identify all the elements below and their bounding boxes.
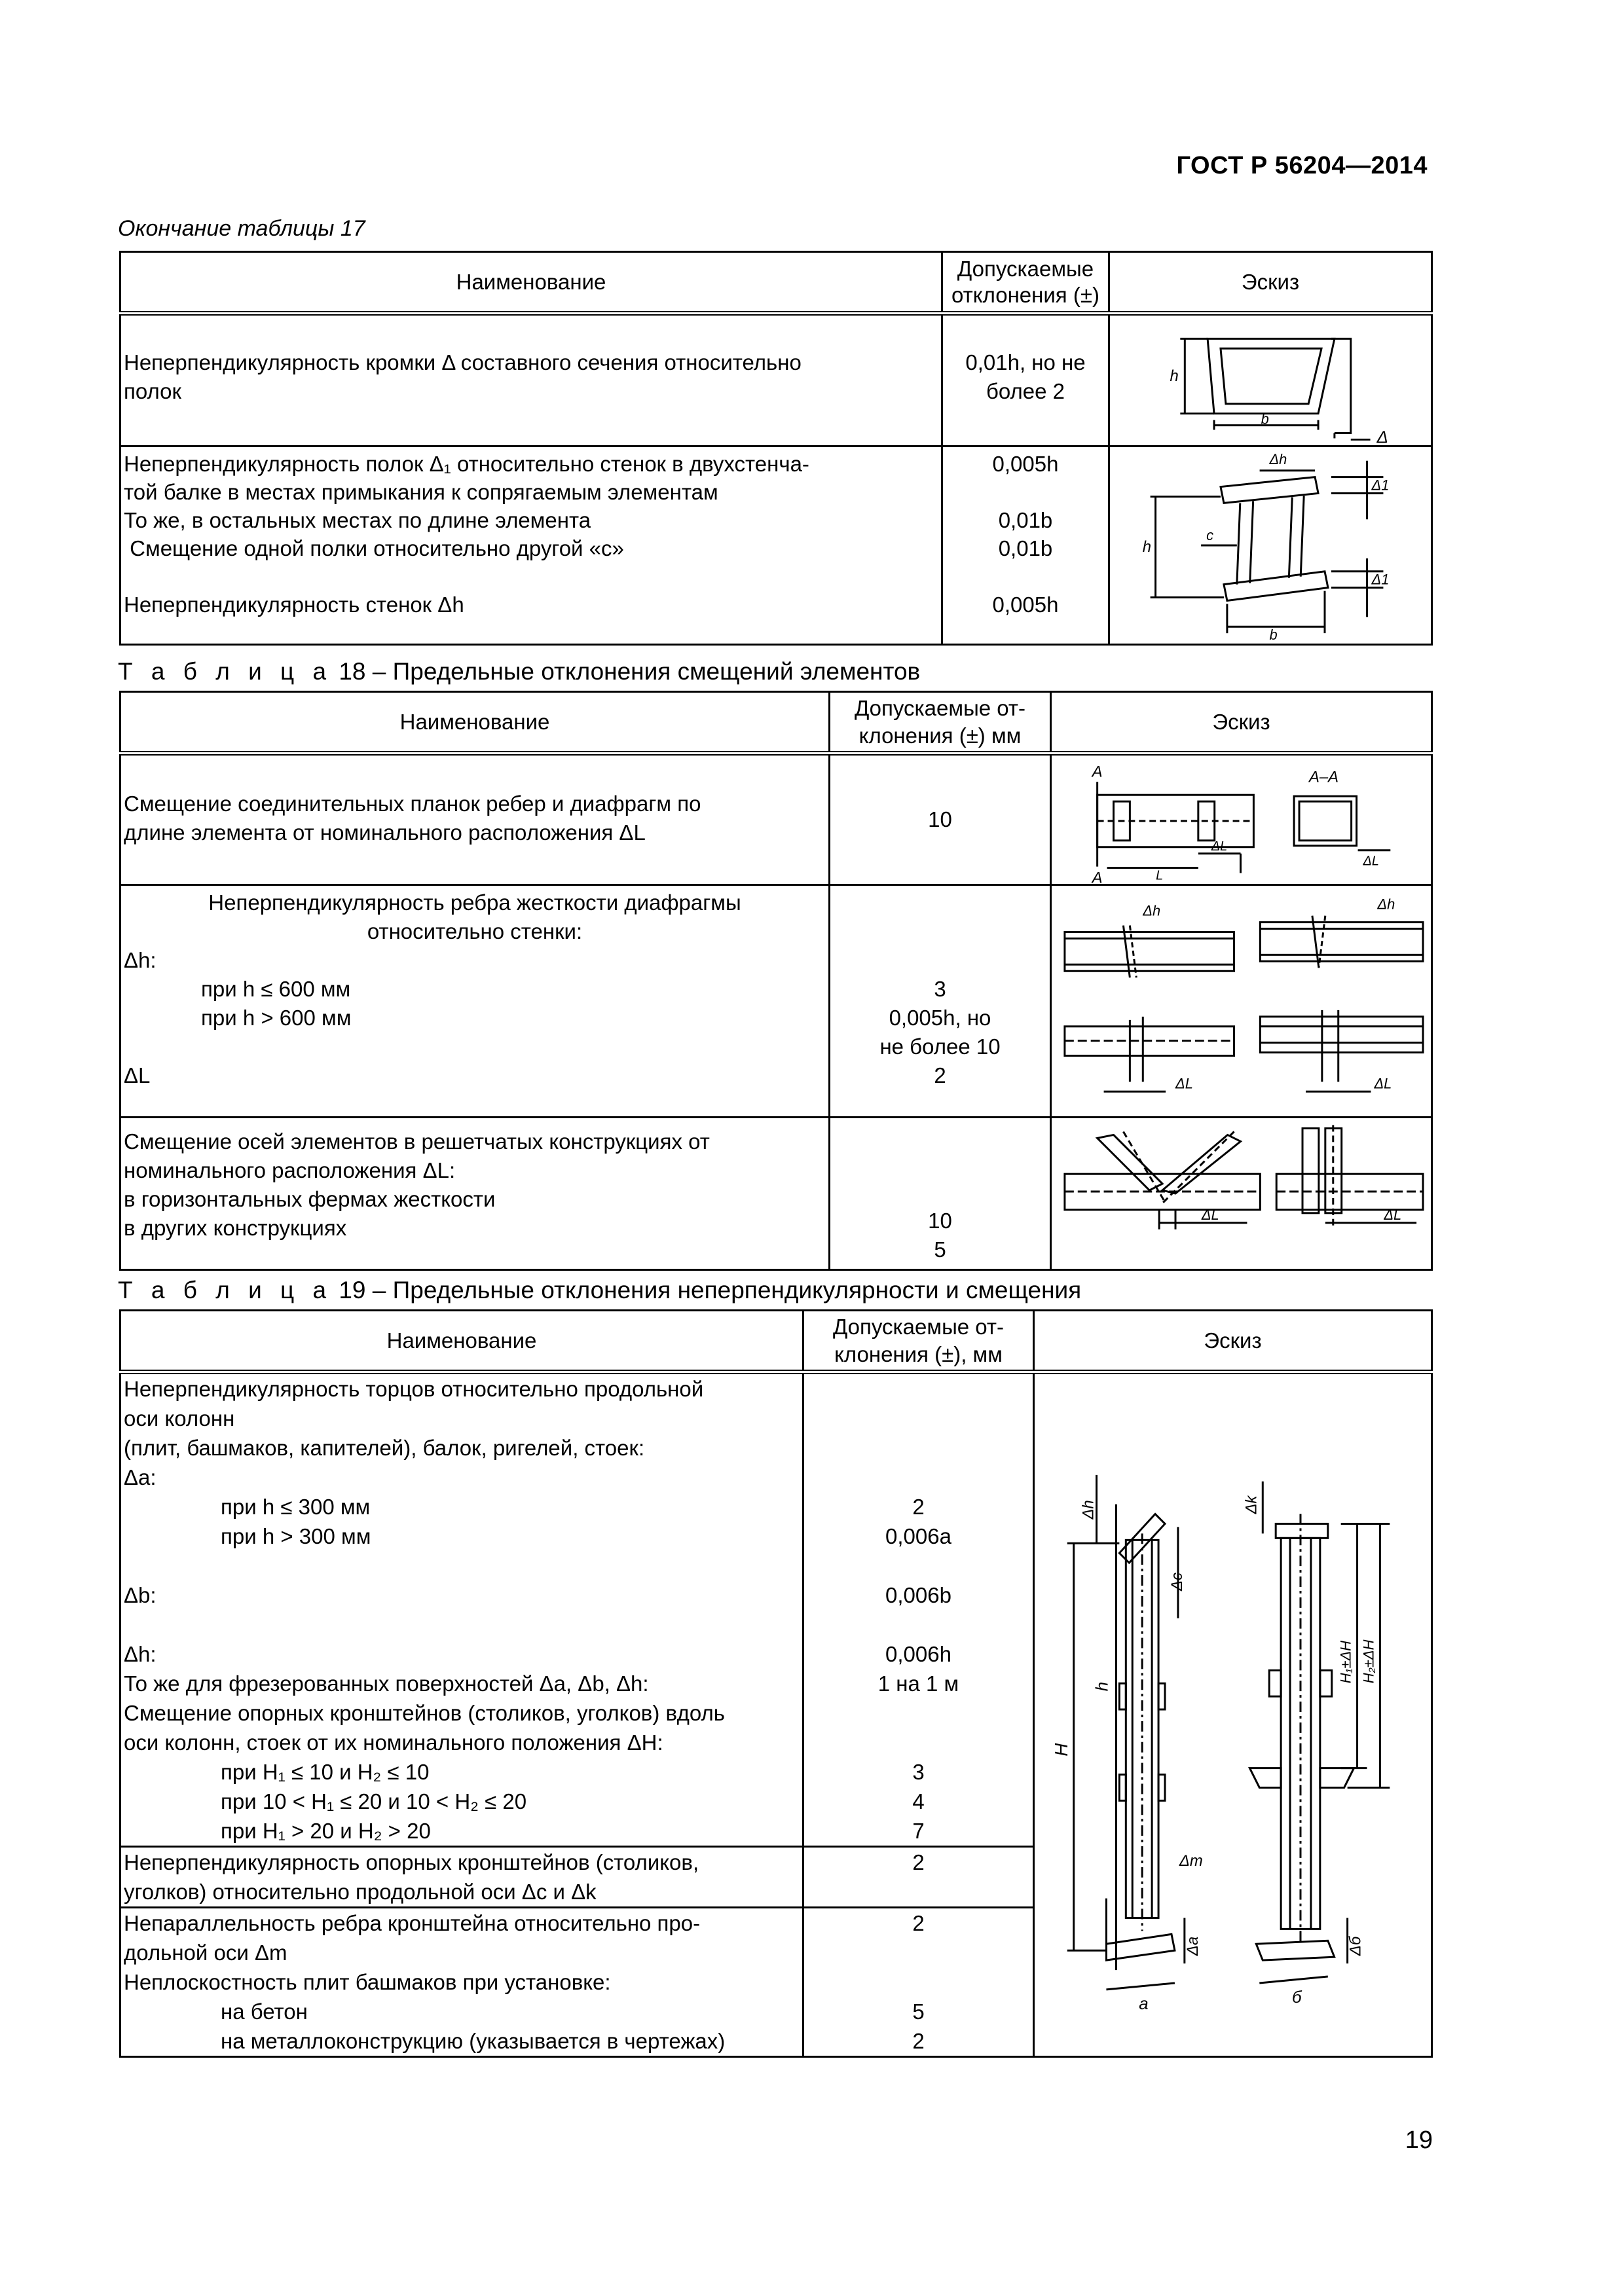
row-value-line [807, 1433, 1030, 1463]
row-name-line: при H₁ > 20 и H₂ > 20 [221, 1819, 431, 1843]
row-name-line: Δb: [124, 1583, 157, 1607]
table-title: 18 – Предельные отклонения смещений элементов [339, 658, 921, 685]
sketch-strip [1052, 756, 1431, 884]
row-name-line: оси колонн, стоек от их номинального положения ΔH: [124, 1730, 663, 1755]
row-name-line: Δh: [124, 948, 157, 972]
sketch-twin-web-beam [1109, 446, 1432, 645]
row-name-line: в других конструкциях [124, 1216, 347, 1240]
row-value-line: 0,005h [992, 452, 1059, 476]
col-header-name: Наименование [120, 692, 830, 754]
row-name-line: дольной оси Δm [124, 1941, 287, 1965]
table-18 [119, 691, 1433, 1271]
sketch-label: Δm [1179, 1851, 1203, 1870]
table-row [120, 446, 1432, 645]
row-value-line [807, 1938, 1030, 1967]
sketch-label: ΔL [1374, 1075, 1392, 1092]
row-value-line: 2 [912, 1850, 925, 1874]
row-name-line: Смещение опорных кронштейнов (столиков, уголков) вдоль [124, 1701, 725, 1725]
sketch-label: Δh [1143, 902, 1161, 919]
sketch-rib [1052, 886, 1431, 1116]
row-value-line: 2 [912, 1911, 925, 1935]
row-name-line: То же, в остальных местах по длине элемента [124, 508, 591, 532]
row-name-line: То же для фрезерованных поверхностей Δa, Δb, Δh: [124, 1671, 649, 1696]
table-label: Т а б л и ц а [118, 658, 333, 685]
sketch-columns [1035, 1382, 1431, 2049]
row-value-line [807, 1728, 1030, 1757]
sketch-label: L [1156, 868, 1164, 883]
col-header-name: Наименование [120, 1311, 803, 1372]
svg-text:b: b [1261, 410, 1269, 428]
sketch-label: ΔL [1211, 839, 1228, 854]
row-name-line: при h > 600 мм [201, 1006, 352, 1030]
col-header-deviation [830, 692, 1051, 754]
svg-text:h: h [1170, 367, 1179, 385]
row-value-line [946, 478, 1105, 506]
sketch-box-section-edge [1109, 314, 1432, 446]
row-value-line: 2 [934, 1063, 946, 1087]
table-row [120, 754, 1432, 885]
sketch-label: a [1139, 1994, 1149, 2013]
row-value-line: 0,006h [885, 1642, 951, 1666]
sketch-label: Δk [1242, 1495, 1261, 1514]
svg-text:c: c [1206, 527, 1214, 544]
col-header-deviation: Допускаемые отклонения (±) [942, 252, 1109, 314]
sketch-label: h [1093, 1681, 1112, 1691]
table-19 [119, 1309, 1433, 2058]
sketch-label: H₁±ΔH [1337, 1640, 1354, 1683]
svg-text:b: b [1269, 627, 1278, 644]
row-value-line [807, 1404, 1030, 1433]
row-value-line: 3 [912, 1760, 925, 1784]
row-value-line: 0,01b [998, 508, 1053, 532]
row-name-line: Смещение соединительных планок ребер и диафрагм по [124, 792, 701, 816]
sketch-column-offsets [1034, 1372, 1432, 2057]
row-name-line: при H₁ ≤ 10 и H₂ ≤ 10 [221, 1760, 430, 1784]
table-row [120, 314, 1432, 446]
sketch-label: H₂±ΔH [1360, 1639, 1377, 1683]
col-header-sketch: Эскиз [1051, 692, 1432, 754]
row-value-line [807, 1551, 1030, 1580]
table-17 [119, 251, 1433, 646]
row-name-line: длине элемента от номинального расположения ΔL [124, 820, 646, 845]
row-name-line: Неперпендикулярность ребра жесткости диафрагмы [208, 890, 741, 915]
row-name-line [124, 1032, 826, 1061]
sketch-lattice [1052, 1118, 1431, 1269]
table19-caption [118, 1277, 1081, 1304]
sketch-label: б [1292, 1988, 1302, 2007]
sketch-label: А [1092, 869, 1103, 884]
row-name-line [124, 562, 938, 591]
sketch-label: Δб [1346, 1936, 1365, 1956]
row-value-line: 10 [928, 1209, 952, 1233]
header-line: клонения (±), мм [834, 1341, 1003, 1366]
row-name-line: Смещение осей элементов в решетчатых конструкциях от [124, 1129, 710, 1154]
row-name-line: номинального расположения ΔL: [124, 1158, 456, 1182]
sketch-stiffener-rib [1051, 885, 1432, 1118]
row-value-line [946, 562, 1105, 591]
row-name-line: Неперпендикулярность полок Δ₁ относительно стенок в двухстенча- [124, 452, 809, 476]
header-line: клонения (±) мм [858, 723, 1022, 748]
row-value-line: 0,005h, но [889, 1006, 991, 1030]
table-row [120, 885, 1432, 1118]
row-name-line: Неперпендикулярность торцов относительно продольной [124, 1377, 704, 1401]
sketch-label: ΔL [1384, 1206, 1402, 1223]
row-name-line: Непараллельность ребра кронштейна относительно про- [124, 1911, 701, 1935]
header-line: Допускаемые от- [854, 695, 1026, 720]
header-line: Допускаемые от- [832, 1314, 1005, 1339]
sketch-label: Δc [1168, 1572, 1186, 1591]
row-name-line: Δa: [124, 1465, 157, 1489]
sketch-label: Δh [1079, 1499, 1098, 1519]
sketch-label-dh: Δh [1269, 450, 1287, 467]
sketch-label: ΔL [1363, 854, 1379, 869]
table18-caption [118, 658, 920, 685]
row-value-line: не более 10 [879, 1034, 1001, 1059]
row-value-line: 0,006a [885, 1524, 951, 1548]
row-value-line: 1 на 1 м [877, 1671, 959, 1696]
svg-text:h: h [1142, 538, 1151, 556]
row-name-line [124, 1551, 800, 1580]
svg-text:Δ1: Δ1 [1371, 477, 1390, 494]
sketch-label: Δa [1183, 1936, 1202, 1956]
row-name-line: уголков) относительно продольной оси Δc и Δk [124, 1880, 597, 1904]
row-name-line: на металлоконструкцию (указывается в чертежах) [221, 2029, 726, 2053]
row-name-line: при h > 300 мм [221, 1524, 371, 1548]
standard-id: ГОСТ Р 56204—2014 [1176, 152, 1428, 179]
row-value-line: 2 [912, 1495, 925, 1519]
row-name-line: при h ≤ 300 мм [221, 1495, 371, 1519]
row-name-line [124, 1610, 800, 1639]
row-name-line: Δh: [124, 1642, 157, 1666]
row-value-line [807, 1967, 1030, 1997]
row-value-line: 10 [928, 807, 952, 831]
row-value-line: 0,005h [992, 592, 1059, 617]
row-value-line: 7 [912, 1819, 925, 1843]
row-name-line: Неплоскостность плит башмаков при установке: [124, 1970, 611, 1994]
row-value-line: 0,006b [885, 1583, 951, 1607]
row-value-line [807, 1463, 1030, 1492]
row-value-line: 0,01h, но не [965, 350, 1086, 374]
table-row [120, 1118, 1432, 1270]
row-name-line: ΔL [124, 1063, 151, 1087]
row-value-line [807, 1698, 1030, 1728]
row-value-line: 3 [934, 977, 946, 1001]
sketch-twin-web [1110, 447, 1431, 644]
row-name-line: в горизонтальных фермах жесткости [124, 1187, 496, 1211]
col-header-deviation [803, 1311, 1034, 1372]
table-label: Т а б л и ц а [118, 1277, 333, 1303]
sketch-label: H [1050, 1743, 1071, 1757]
row-name-line: той балке в местах примыкания к сопрягаемым элементам [124, 480, 718, 504]
sketch-box-section [1110, 316, 1431, 445]
table-row [120, 1372, 1432, 1847]
row-name-line: Неперпендикулярность опорных кронштейнов (столиков, [124, 1850, 699, 1874]
table17-continuation-caption: Окончание таблицы 17 [118, 216, 365, 241]
sketch-strip-offset [1051, 754, 1432, 885]
row-value-line: 5 [912, 1999, 925, 2024]
row-name-line: полок [124, 379, 181, 403]
row-value-line: более 2 [986, 379, 1065, 403]
row-value-line: 4 [912, 1789, 925, 1813]
row-value-line: 5 [934, 1237, 946, 1262]
col-header-sketch: Эскиз [1109, 252, 1432, 314]
row-name-line: при 10 < H₁ ≤ 20 и 10 < H₂ ≤ 20 [221, 1789, 527, 1813]
sketch-label: А–А [1308, 768, 1339, 786]
sketch-label: ΔL [1201, 1206, 1219, 1223]
row-value-line [807, 1877, 1030, 1906]
row-name-line: (плит, башмаков, капителей), балок, ригелей, стоек: [124, 1436, 645, 1460]
col-header-name: Наименование [120, 252, 942, 314]
row-name-line: на бетон [221, 1999, 308, 2024]
sketch-label: ΔL [1175, 1075, 1193, 1092]
row-name-line: относительно стенки: [367, 919, 583, 943]
row-value-line: 2 [912, 2029, 925, 2053]
sketch-label: Δh [1377, 896, 1395, 913]
table-title: 19 – Предельные отклонения неперпендикулярности и смещения [339, 1277, 1082, 1303]
row-value-line: 0,01b [998, 536, 1053, 560]
row-name-line: Смещение одной полки относительно другой «с» [124, 536, 624, 560]
row-name-line: Неперпендикулярность стенок Δh [124, 592, 464, 617]
row-name-line: Неперпендикулярность кромки Δ составного сечения относительно [124, 350, 802, 374]
row-name-line: оси колонн [124, 1406, 235, 1430]
sketch-label: А [1092, 763, 1103, 781]
sketch-label-delta: Δ [1376, 428, 1388, 445]
page-number: 19 [1405, 2126, 1433, 2154]
svg-text:Δ1: Δ1 [1371, 571, 1390, 588]
sketch-lattice-node [1051, 1118, 1432, 1270]
row-value-line [807, 1610, 1030, 1639]
col-header-sketch: Эскиз [1034, 1311, 1432, 1372]
row-value-line [807, 1374, 1030, 1404]
row-name-line: при h ≤ 600 мм [201, 977, 351, 1001]
